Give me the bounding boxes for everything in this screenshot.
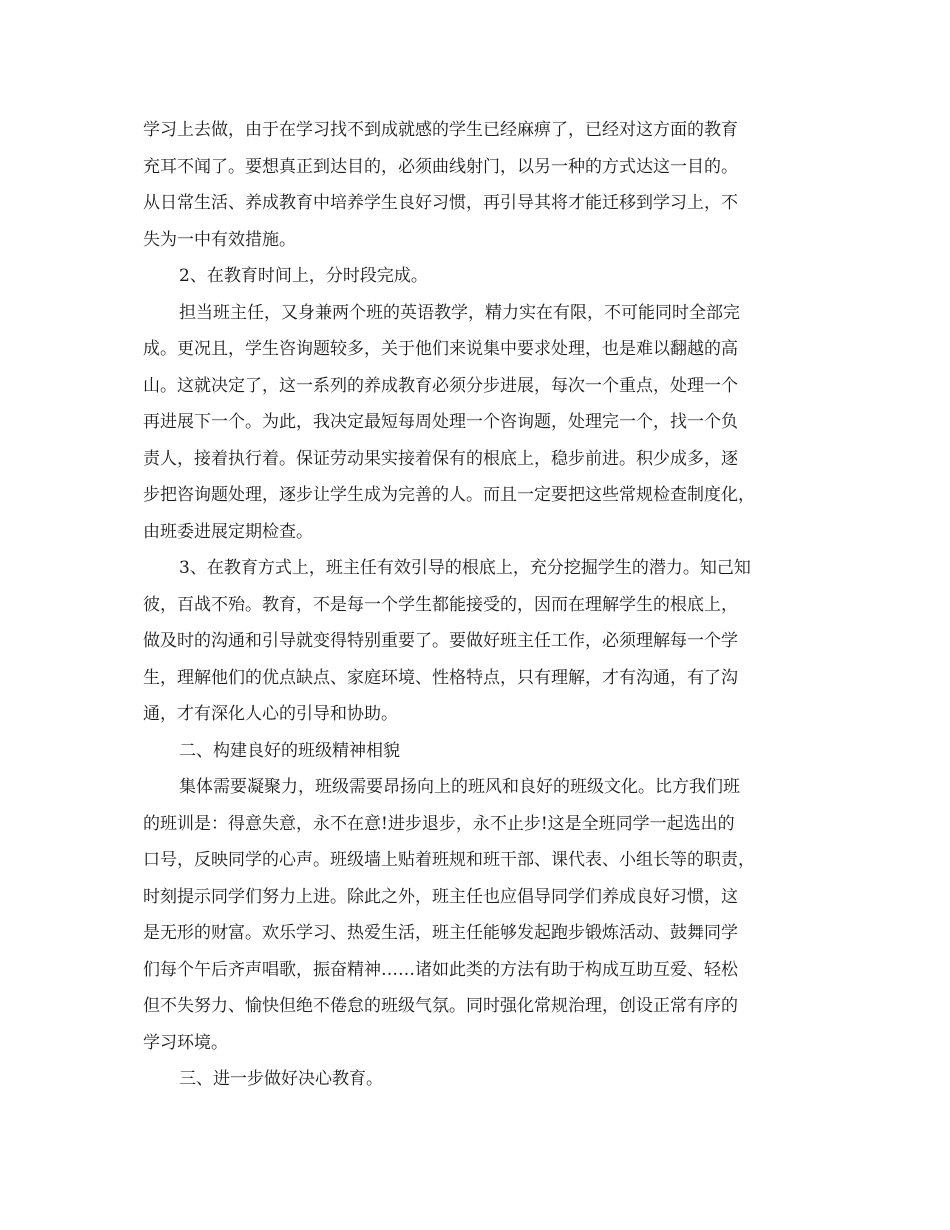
text-line: 二、构建良好的班级精神相貌 [179, 740, 400, 761]
text-line: 集体需要凝聚力，班级需要昂扬向上的班风和良好的班级文化。比方我们班 [179, 777, 740, 797]
text-line: 步把咨询题处理，逐步让学生成为完善的人。而且一定要把这些常规检查制度化， [143, 485, 755, 505]
text-line: 成。更况且，学生咨询题较多，关于他们来说集中要求处理，也是难以翻越的高 [143, 339, 738, 359]
text-line: 做及时的沟通和引导就变得特别重要了。要做好班主任工作，必须理解每一个学 [143, 631, 738, 651]
text-line: 学习上去做，由于在学习找不到成就感的学生已经麻痹了，已经对这方面的教育 [143, 120, 738, 140]
text-line: 2、在教育时间上，分时段完成。 [179, 266, 428, 286]
text-line: 充耳不闻了。要想真正到达目的，必须曲线射门，以另一种的方式达这一目的。 [143, 156, 738, 177]
text-line: 学习环境。 [143, 1032, 228, 1053]
document-body [143, 112, 809, 1098]
text-line: 责人，接着执行着。保证劳动果实接着保有的根底上，稳步前进。积少成多，逐 [143, 448, 738, 469]
text-line: 山。这就决定了，这一系列的养成教育必须分步进展，每次一个重点，处理一个 [143, 375, 738, 396]
text-line: 由班委进展定期检查。 [143, 521, 313, 542]
text-line: 们每个午后齐声唱歌，振奋精神……诸如此类的方法有助于构成互助互爱、轻松 [143, 959, 738, 980]
text-line: 3、在教育方式上，班主任有效引导的根底上，充分挖掘学生的潜力。知己知 [179, 558, 751, 578]
text-line: 但不失努力、愉快但绝不倦怠的班级气氛。同时强化常规治理，创设正常有序的 [143, 996, 738, 1016]
text-line: 失为一中有效措施。 [143, 229, 296, 250]
text-line: 通，才有深化人心的引导和协助。 [143, 704, 398, 724]
text-line: 彼，百战不殆。教育，不是每一个学生都能接受的，因而在理解学生的根底上， [143, 594, 738, 615]
text-line: 三、进一步做好决心教育。 [179, 1069, 383, 1089]
text-line: 的班训是：得意失意，永不在意!进步退步，永不止步!这是全班同学一起选出的 [143, 813, 735, 834]
text-line: 从日常生活、养成教育中培养学生良好习惯，再引导其将才能迁移到学习上，不 [143, 193, 738, 213]
text-line: 时刻提示同学们努力上进。除此之外，班主任也应倡导同学们养成良好习惯，这 [143, 886, 738, 907]
text-line: 担当班主任，又身兼两个班的英语教学，精力实在有限，不可能同时全部完 [179, 302, 740, 323]
text-line: 生，理解他们的优点缺点、家庭环境、性格特点，只有理解，才有沟通，有了沟 [143, 667, 738, 688]
text-line: 口号，反映同学的心声。班级墙上贴着班规和班干部、课代表、小组长等的职责， [143, 850, 755, 870]
text-line: 再进展下一个。为此，我决定最短每周处理一个咨询题，处理完一个，找一个负 [143, 412, 738, 432]
text-line: 是无形的财富。欢乐学习、热爱生活，班主任能够发起跑步锻炼活动、鼓舞同学 [143, 923, 738, 943]
